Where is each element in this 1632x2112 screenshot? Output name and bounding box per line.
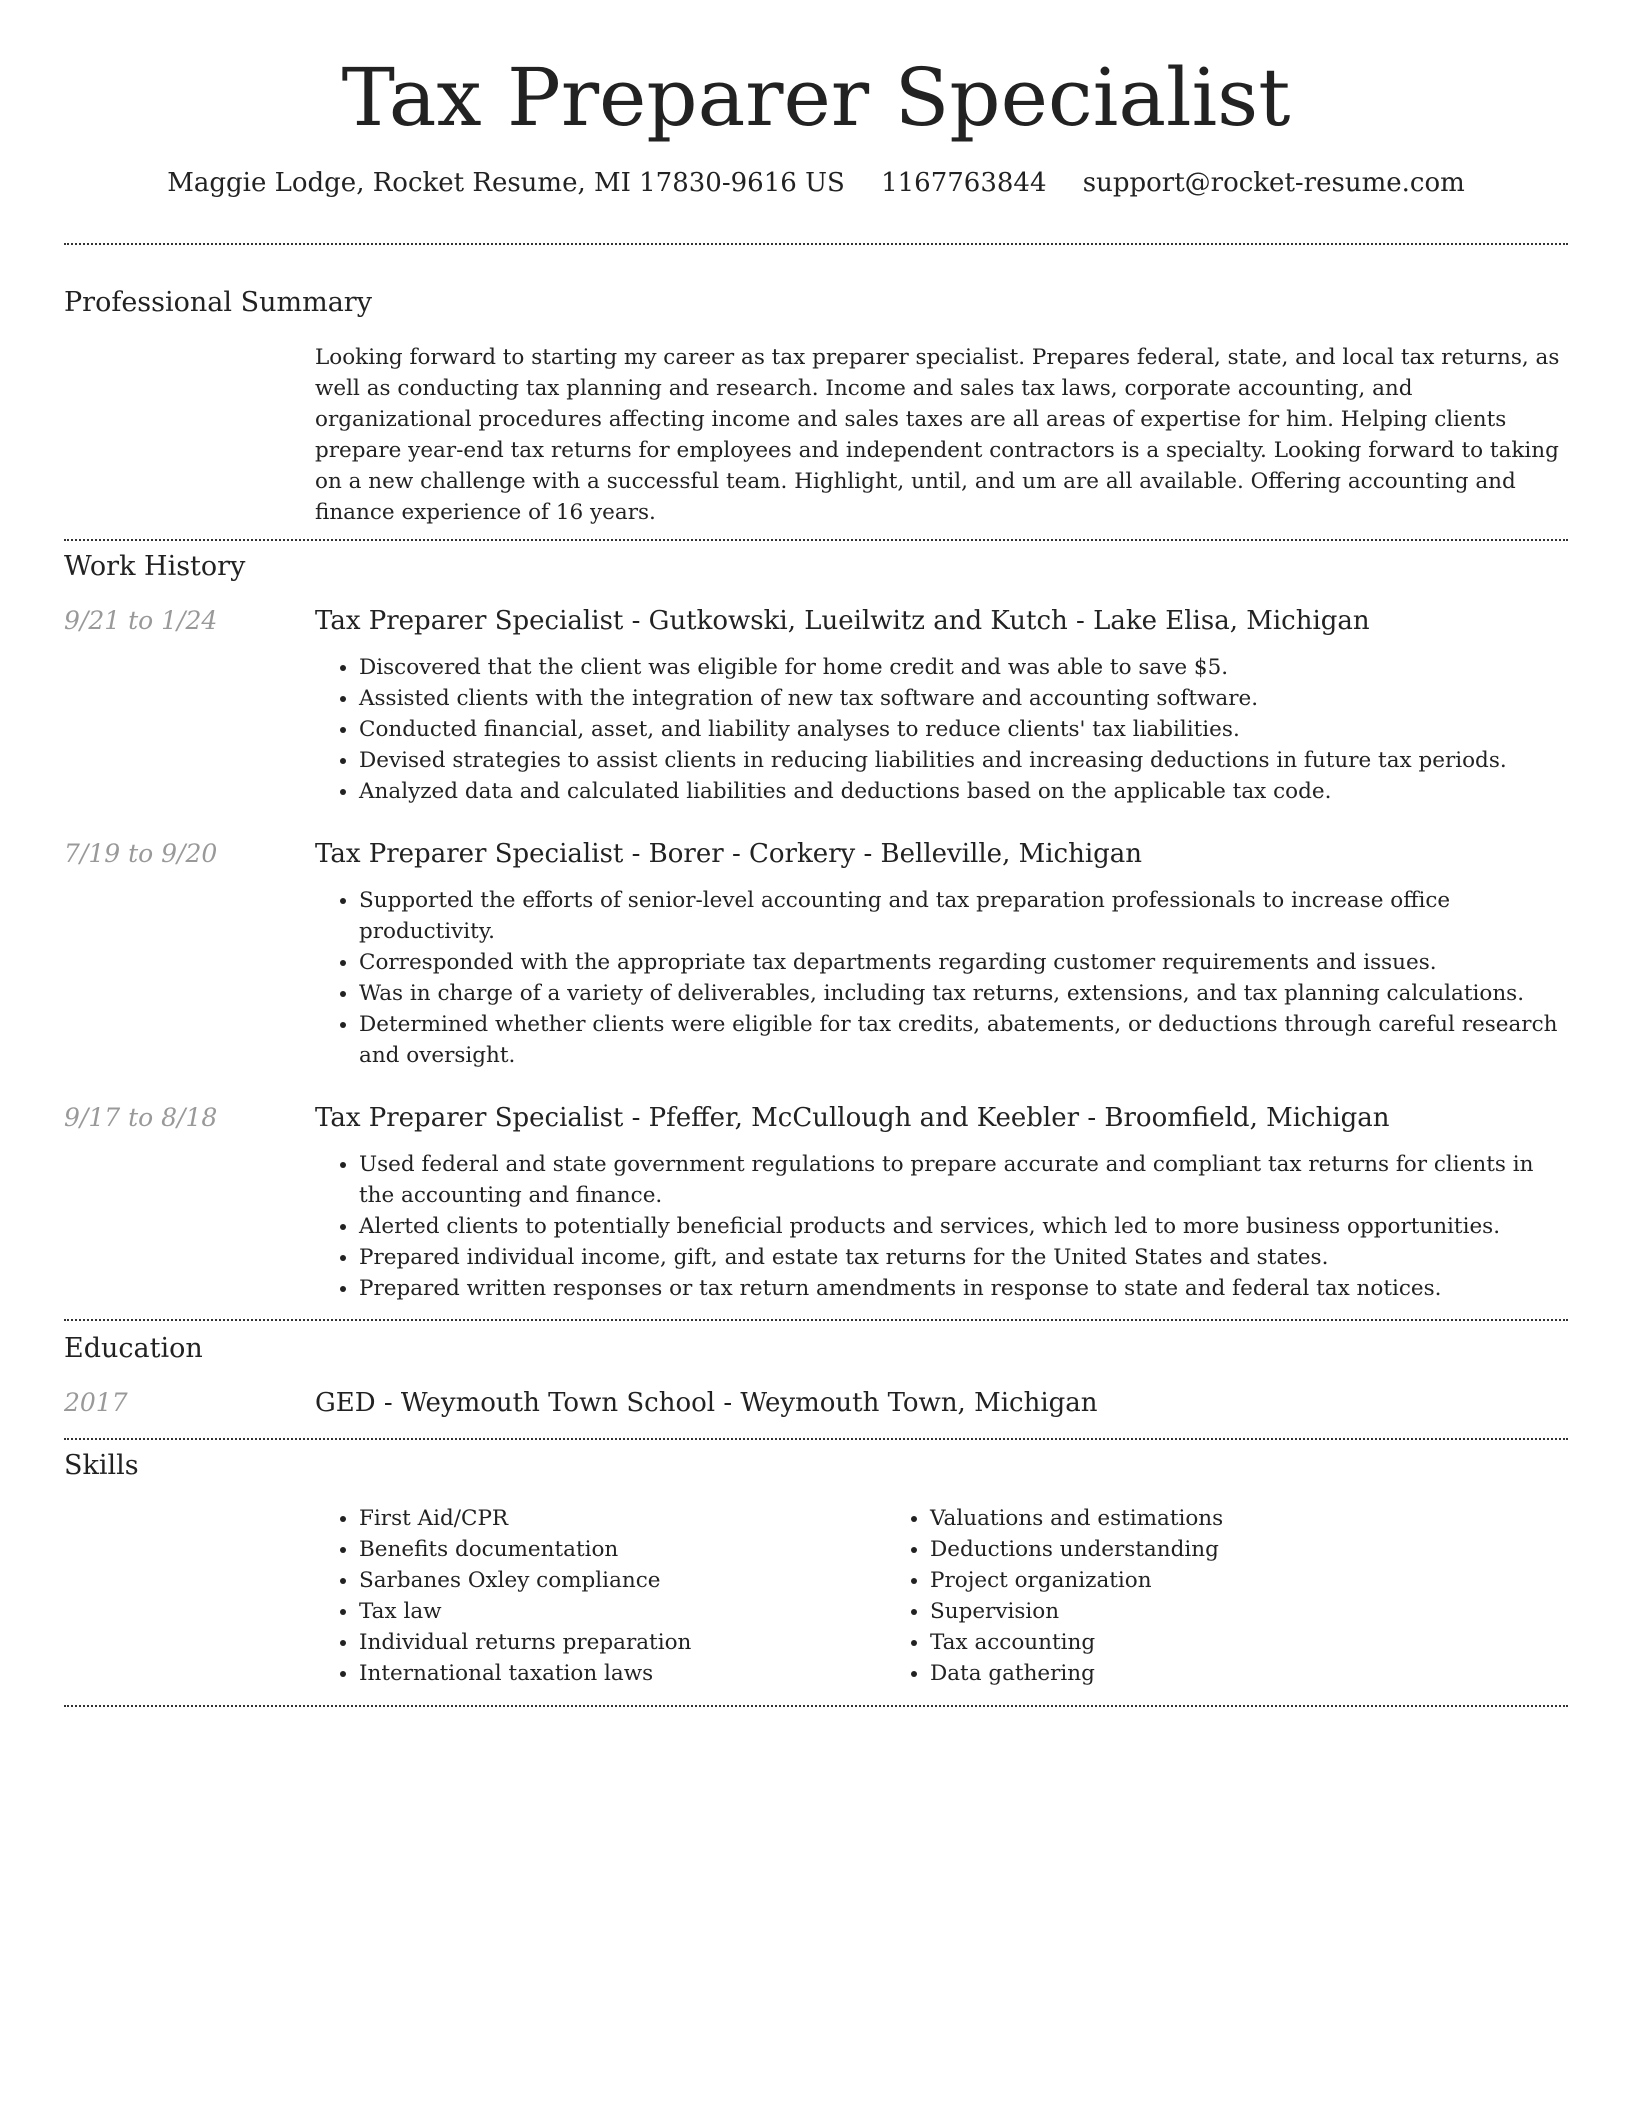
education-entry: [64, 1386, 1568, 1420]
section-title-work: Work History: [64, 551, 246, 582]
skill-item: • Tax accounting: [930, 1627, 1223, 1658]
skill-item: • Supervision: [930, 1596, 1223, 1627]
list-item: • Determined whether clients were eligible for tax credits, abatements, or deductions through careful research and oversight.: [359, 1009, 1568, 1071]
contact-address: Maggie Lodge, Rocket Resume, MI 17830-9616 US: [167, 168, 845, 198]
list-item: • Used federal and state government regulations to prepare accurate and compliant tax returns for clients in the accounting and finance.: [359, 1149, 1568, 1211]
list-item: • Supported the efforts of senior-level accounting and tax preparation professionals to increase office productivity.: [359, 885, 1568, 947]
job-body: [315, 837, 1568, 1071]
job-title: Tax Preparer Specialist - Borer - Corkery - Belleville, Michigan: [315, 839, 1143, 869]
skill-item: • Benefits documentation: [359, 1534, 886, 1565]
skill-item: • Tax law: [359, 1596, 886, 1627]
list-item: • Was in charge of a variety of deliverables, including tax returns, extensions, and tax planning calculations.: [359, 978, 1568, 1009]
job-bullets: [315, 1149, 1568, 1304]
resume-page: [64, 0, 1568, 1707]
list-item: • Analyzed data and calculated liabilities and deductions based on the applicable tax code.: [359, 776, 1568, 807]
job-dates: 9/17 to 8/18: [64, 1103, 218, 1132]
education-body: [315, 1386, 1568, 1420]
job-body: [315, 604, 1568, 807]
list-item: • Prepared individual income, gift, and estate tax returns for the United States and states.: [359, 1242, 1568, 1273]
section-title-summary: Professional Summary: [64, 287, 372, 318]
skill-item: • International taxation laws: [359, 1658, 886, 1689]
divider-education: [64, 1438, 1568, 1440]
summary-text: Looking forward to starting my career as tax preparer specialist. Prepares federal, state, and local tax returns, as well as conducting tax planning and research. Income and sales tax laws, corporate accounting, and organizational procedures affecting income and sales taxes are all areas of expertise for him. Helping clients prepare year-end tax returns for employees and independent contractors is a specialty. Looking forward to taking on a new challenge with a successful team. Highlight, until, and um are all available. Offering accounting and finance experience of 16 years.: [315, 345, 1560, 525]
divider-skills: [64, 1705, 1568, 1707]
list-item: • Discovered that the client was eligible for home credit and was able to save $5.: [359, 652, 1568, 683]
section-title-education: Education: [64, 1333, 203, 1364]
list-item: • Conducted financial, asset, and liability analyses to reduce clients' tax liabilities.: [359, 714, 1568, 745]
list-item: • Corresponded with the appropriate tax departments regarding customer requirements and issues.: [359, 947, 1568, 978]
job-body: [315, 1101, 1568, 1304]
resume-name: Tax Preparer Specialist: [341, 51, 1291, 144]
job-bullets: [315, 885, 1568, 1071]
divider-summary: [64, 539, 1568, 541]
skill-item: • Sarbanes Oxley compliance: [359, 1565, 886, 1596]
list-item: • Alerted clients to potentially beneficial products and services, which led to more business opportunities.: [359, 1211, 1568, 1242]
job-entry: [64, 604, 1568, 807]
skills-column-left: [315, 1503, 886, 1689]
divider-header: [64, 243, 1568, 245]
contact-email: support@rocket-resume.com: [1082, 168, 1465, 198]
job-title: Tax Preparer Specialist - Pfeffer, McCullough and Keebler - Broomfield, Michigan: [315, 1103, 1390, 1133]
resume-header: [64, 51, 1568, 198]
contact-phone: 1167763844: [881, 168, 1047, 198]
skill-item: • First Aid/CPR: [359, 1503, 886, 1534]
job-entry: [64, 837, 1568, 1071]
skill-item: • Individual returns preparation: [359, 1627, 886, 1658]
job-title: Tax Preparer Specialist - Gutkowski, Lueilwitz and Kutch - Lake Elisa, Michigan: [315, 606, 1370, 636]
skill-item: • Valuations and estimations: [930, 1503, 1223, 1534]
job-dates: 7/19 to 9/20: [64, 839, 218, 868]
skill-item: • Deductions understanding: [930, 1534, 1223, 1565]
skills-column-right: [886, 1503, 1223, 1689]
education-detail: GED - Weymouth Town School - Weymouth Town, Michigan: [315, 1388, 1098, 1418]
skills-list: [315, 1503, 1568, 1689]
section-title-skills: Skills: [64, 1450, 139, 1481]
job-bullets: [315, 652, 1568, 807]
education-year: 2017: [64, 1388, 128, 1417]
job-entry: [64, 1101, 1568, 1304]
skill-item: • Project organization: [930, 1565, 1223, 1596]
list-item: • Devised strategies to assist clients in reducing liabilities and increasing deductions in future tax periods.: [359, 745, 1568, 776]
skill-item: • Data gathering: [930, 1658, 1223, 1689]
list-item: • Assisted clients with the integration of new tax software and accounting software.: [359, 683, 1568, 714]
list-item: • Prepared written responses or tax return amendments in response to state and federal tax notices.: [359, 1273, 1568, 1304]
contact-line: [64, 168, 1568, 198]
job-dates: 9/21 to 1/24: [64, 606, 218, 635]
divider-work: [64, 1319, 1568, 1321]
